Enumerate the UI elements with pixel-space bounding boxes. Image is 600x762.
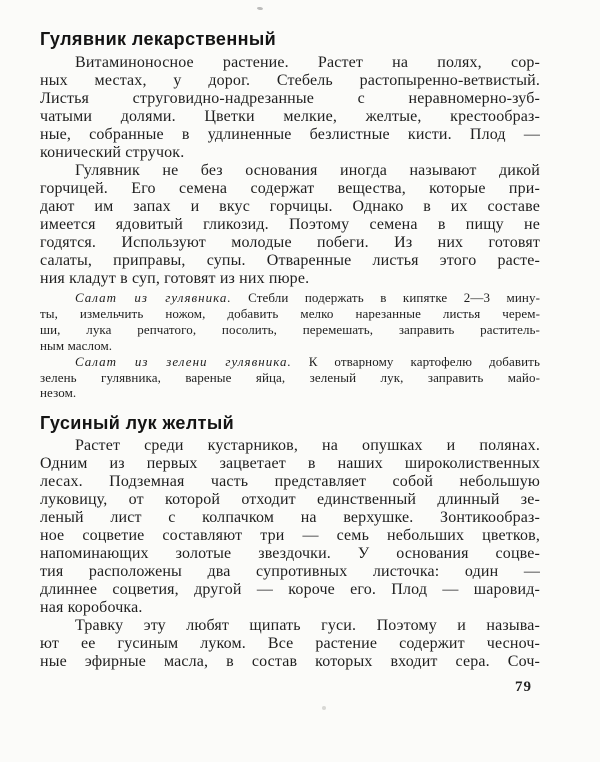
- text-line: Витаминоносное растение. Растет на полях, сор-: [75, 54, 540, 71]
- text-line: ные эфирные масла, в состав которых входит сера. Соч-: [40, 653, 540, 671]
- text-line: ные, собранные в удлиненные безлистные кисти. Плод —: [40, 126, 540, 143]
- recipe-line: незом.: [40, 385, 77, 401]
- text-line: Травку эту любят щипать гуси. Поэтому и называ-: [75, 617, 540, 635]
- section-heading-gulyavnik: Гулявник лекарственный: [40, 29, 277, 49]
- section-heading-gusiny-luk: Гусиный лук желтый: [40, 413, 235, 434]
- recipe-line: [40, 354, 540, 370]
- paragraph: [40, 54, 540, 162]
- text-line: ных местах, у дорог. Стебель растопыренно-ветвистый.: [40, 72, 540, 89]
- text-line: ния кладут в суп, готовят из них пюре.: [40, 270, 310, 287]
- recipe-text: Стебли подержать в кипятке 2—3 мину-: [248, 290, 540, 305]
- text-line: чатыми долями. Цветки мелкие, желтые, крестообраз-: [40, 108, 540, 125]
- recipe-title-italic: Салат из зелени гулявника.: [75, 353, 292, 369]
- text-line: ная коробочка.: [40, 599, 143, 617]
- recipe-line: зелень гулявника, вареные яйца, зеленый лук, заправить майо-: [40, 369, 540, 385]
- text-line: леный лист с колпачком на верхушке. Зонтикообраз-: [40, 509, 540, 527]
- text-line: лесах. Подземная часть представляет собой небольшую: [40, 473, 540, 491]
- text-line: ют ее гусиным луком. Все растение содержит чесноч-: [40, 635, 540, 653]
- text-line: луковицу, от которой отходит единственный длинный зе-: [40, 491, 540, 509]
- paragraph: [40, 617, 540, 671]
- recipe-line: ным маслом.: [40, 337, 113, 353]
- recipe-block: [40, 290, 540, 401]
- text-line: Листья струговидно-надрезанные с неравномерно-зуб-: [40, 90, 540, 107]
- scan-speck: [257, 7, 263, 11]
- text-line: годятся. Используют молодые побеги. Из них готовят: [40, 234, 540, 251]
- recipe-title-italic: Салат из гулявника.: [75, 290, 232, 305]
- recipe-line: [40, 290, 540, 306]
- recipe: [40, 290, 540, 354]
- paragraph: [40, 437, 540, 617]
- recipe-line: ты, измельчить ножом, добавить мелко нарезанные листья черем-: [40, 305, 540, 321]
- text-line: Растет среди кустарников, на опушках и полянах.: [75, 437, 540, 455]
- text-line: тия расположены два супротивных листочка: один —: [40, 563, 540, 581]
- recipe-text: К отварному картофелю добавить: [308, 353, 540, 369]
- text-line: имеется ядовитый гликозид. Поэтому семена в пищу не: [40, 216, 540, 233]
- paragraph: [40, 162, 540, 288]
- text-line: напоминающих золотые звездочки. У основания соцве-: [40, 545, 540, 563]
- text-block: [40, 30, 540, 696]
- text-line: горчицей. Его семена содержат вещества, которые при-: [40, 180, 540, 197]
- recipe-line: ши, лука репчатого, посолить, перемешать, заправить раститель-: [40, 321, 540, 337]
- text-line: дают им запах и вкус горчицы. Однако в их составе: [40, 198, 540, 215]
- recipe: [40, 354, 540, 402]
- page-number: 79: [515, 679, 532, 696]
- text-line: длиннее соцветия, другой — короче его. Плод — шаровид-: [40, 581, 540, 599]
- text-line: Гулявник не без основания иногда называют дикой: [75, 162, 540, 179]
- text-line: Одним из первых зацветает в наших широколиственных: [40, 455, 540, 473]
- scan-speck: [322, 706, 326, 710]
- text-line: салаты, приправы, супы. Отваренные листья этого расте-: [40, 252, 540, 269]
- text-line: ное соцветие составляют три — семь небольших цветков,: [40, 527, 540, 545]
- text-line: конический стручок.: [40, 144, 185, 161]
